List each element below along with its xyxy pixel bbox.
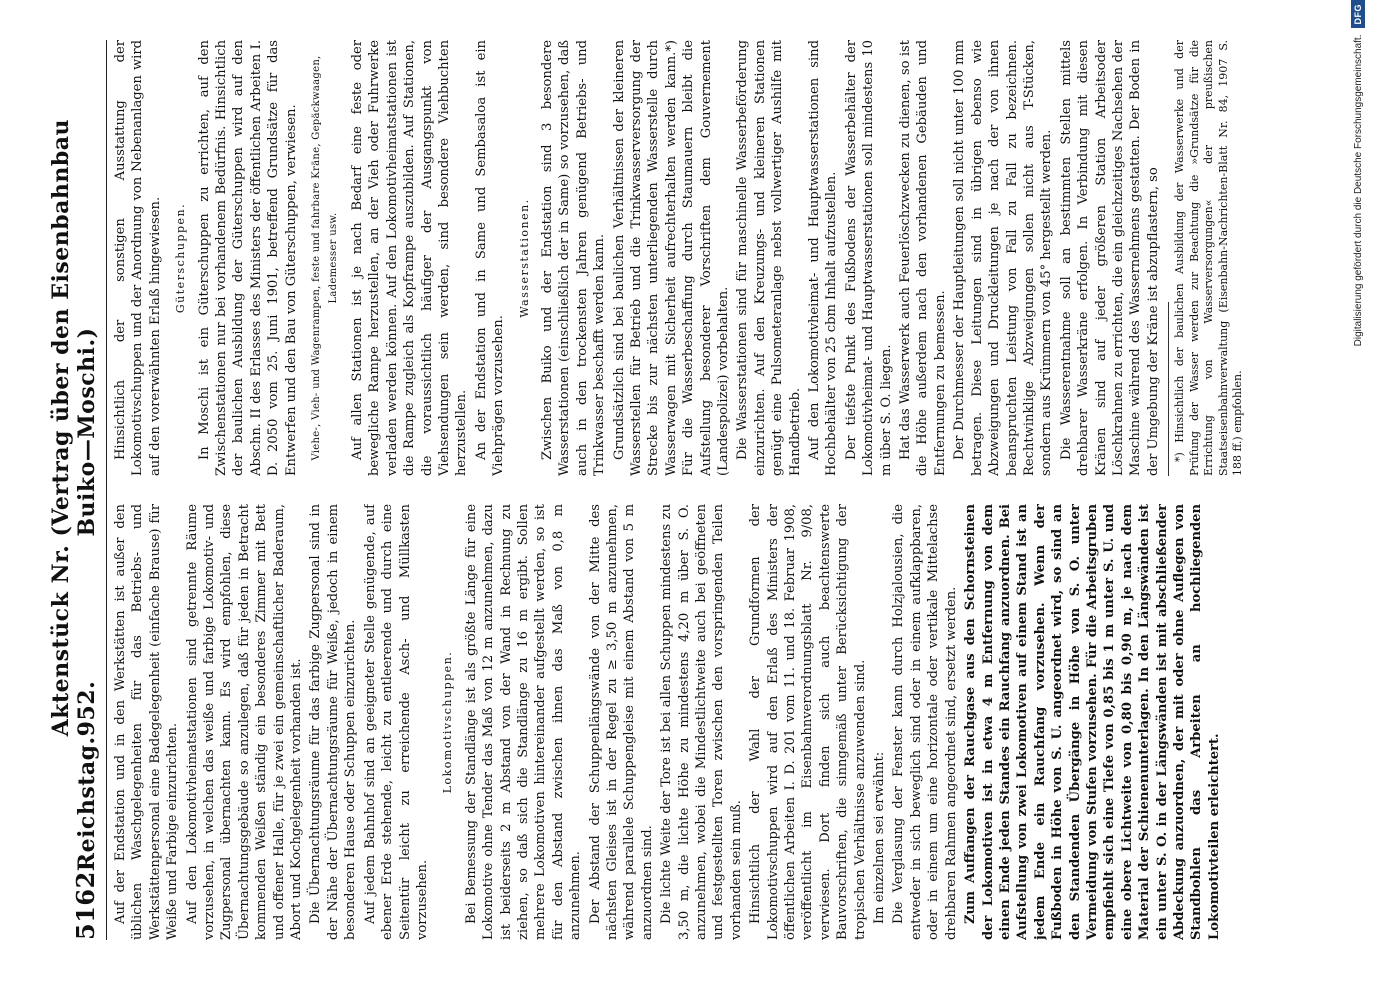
- section-heading: Wasserstationen.: [517, 198, 531, 318]
- paragraph: Auf den Lokomotivheimat- und Hauptwasserstationen sind Hochbehälter von 25 cbm Inhalt aufzustellen.: [807, 40, 840, 476]
- paragraph: Die Übernachtungsräume für das farbige Zugpersonal sind in der Nähe der Übernachtungsräume für Weiße, jedoch in einem besonderen Hause oder Schuppen einzurichten.: [308, 504, 359, 940]
- section-heading: Güterschuppen.: [174, 202, 188, 314]
- paragraph: Auf der Endstation und in den Werkstätten ist außer den üblichen Waschgelegenheiten für das Betriebs- und Werkstättenpersonal eine Badegelegenheit (einfache Brause) für Weiße und Farbige einzurichten.: [113, 504, 181, 940]
- header-center-title: Aktenstück Nr. 952.: [48, 544, 100, 737]
- paragraph: Zum Auffangen der Rauchgase aus den Schornsteinen der Lokomotiven ist in etwa 4 m Entfernung von dem einen Ende jeden Standes ein Rauchfang anzuordnen. Bei Aufstellung von zwei Lokomotiven auf einem Stand ist an jedem Ende ein Rauchfang vorzusehen. Wenn der Fußboden in Höhe von S. U. angeordnet wird, so sind an den Standenden Übergänge in Höhe von S. O. unter Vermeidung von Stufen vorzusehen. Für die Arbeitsgruben empfiehlt sich eine Tiefe von 0,85 bis 1 m unter S. U. und eine obere Lichtweite von 0,80 bis 0,90 m, je nach dem Material der Schienenunterlagen. In den Längswänden ist ein unter S. O. in der Längswänden ist mit abschließender Abdeckung anzuordnen, der mit oder ohne Auflegen von Standbohlen das Arbeiten an hochliegenden Lokomotivteilen erleichtert.: [963, 504, 1222, 940]
- section-heading: Lokomotivschuppen.: [441, 650, 455, 794]
- paragraph: Der Abstand der Schuppenlängswände von der Mitte des nächsten Gleises ist in der Regel zu ≥ 3,50 m anzunehmen, während parallele Schuppengleise mit einem Abstand von 5 m anzuordnen sind.: [587, 504, 655, 940]
- paragraph: Die Wasserstationen sind für maschinelle Wasserbeförderung einzurichten. Auf den Kreuzungs- und kleineren Stationen genügt eine Pulsometeranlage nebst vollwertiger Aushilfe mit Handbetrieb.: [735, 40, 803, 476]
- paragraph: Die Wasserentnahme soll an bestimmten Stellen mittels drehbarer Wasserkräne erfolgen. In Verbindung mit diesen Kränen sind auf jeder größeren Station Arbeitsoder Löschkrahnen zu errichten, die ein gleichzeitiges Nachsehen der Maschine während des Wassernehmens gestatten. Der Boden in der Umgebung der Kräne ist abzupflastern, so: [1058, 40, 1161, 476]
- paragraph: Zwischen Buiko und der Endstation sind 3 besondere Wasserstationen (einschließlich der in Same) so vorzusehen, daß auch in den trockensten Jahren genügend Betriebs- und Trinkwasser beschafft werden kann.: [539, 40, 608, 476]
- page-number: 5162: [71, 871, 100, 940]
- section-heading: Viehe-, Vieh- und Wagenrampen, feste und fahrbare Kräne, Gepäckwaagen, Lademesser usw.: [311, 55, 340, 461]
- paragraph: Hat das Wasserwerk auch Feuerlöschzwecken zu dienen, so ist die Höhe außerdem nach den vorhandenen Gebäuden und Entfernungen zu bemessen.: [898, 40, 948, 476]
- paragraph: Bei Bemessung der Standlänge ist als größte Länge für eine Lokomotive ohne Tender das Maß von 12 m anzunehmen, dazu ist beiderseits 2 m Abstand von der Wand in Rechnung zu ziehen, so daß sich die Standlänge zu 16 m ergibt. Sollen mehrere Lokomotiven hintereinander aufgestellt werden, so ist für den Abstand zwischen ihnen das Maß von 0,8 m anzunehmen.: [463, 504, 584, 940]
- paragraph: Hinsichtlich der sonstigen Ausstattung der Lokomotivschuppen und der Anordnung von Nebenanlagen wird auf den vorerwähnten Erlaß hingewiesen.: [113, 40, 163, 476]
- credit-text: Digitalisierung gefördert durch die Deutsche Forschungsgemeinschaft.: [1352, 34, 1364, 347]
- page-header: [48, 40, 107, 940]
- paragraph: Hinsichtlich der Wahl der Grundformen der Lokomotivschuppen wird auf den Erlaß des Ministers der öffentlichen Arbeiten I. D. 201 vom 11. und 18. Februar 1908, veröffentlicht im Eisenbahnverordnungsblatt Nr. 9/08, verwiesen. Dort finden sich auch beachtenswerte Bauvorschriften, die sinngemäß unter Berücksichtigung der tropischen Verhältnisse anzuwenden sind.: [748, 504, 868, 940]
- paragraph: Die Verglasung der Fenster kann durch Holzjalousien, die entweder in sich beweglich sind oder in einem aufklappbaren, oder in einem um eine horizontale oder vertikale Mittelachse drehbaren Rahmen angeordnet sind, ersetzt werden.: [891, 504, 959, 940]
- paragraph: Der Durchmesser der Hauptleitungen soll nicht unter 100 mm betragen. Diese Leitungen sind in übrigen ebenso wie Abzweigungen und Druckleitungen je nach der von ihnen beanspruchten Leistung von Fall zu Fall zu bezeichnen. Rechtwinklige Abzweigungen sollen nicht aus T-Stücken, sondern aus Krümmern von 45° hergestellt werden.: [952, 40, 1055, 476]
- paragraph: Die lichte Weite der Tore ist bei allen Schuppen mindestens zu 3,50 m, die lichte Höhe zu mindestens 4,20 m über S. O. anzunehmen, wobei die Mindestlichtweite auch bei geöffneten und festgestellten Toren zwischen den vorspringenden Teilen vorhanden sein muß.: [659, 504, 744, 940]
- footnote: *) Hinsichtlich der baulichen Ausbildung der Wasserwerke und der Prüfung der Wasser werden zur Beachtung die »Grundsätze für die Errichtung von Wasserversorgungen« der preußischen Staatseisenbahnverwaltung (Eisenbahn-Nachrichten-Blatt Nr. 84, 1907 S. 188 ff.) empfohlen.: [1173, 40, 1245, 476]
- paragraph: Der tiefste Punkt des Fußbodens der Wasserbehälter der Lokomotivheimat- und Hauptwasserstationen soll mindestens 10 m über S. O. liegen.: [843, 40, 894, 476]
- paragraph: Auf allen Stationen ist je nach Bedarf eine feste oder bewegliche Rampe herzustellen, an der Vieh oder Fuhrwerke verladen werden können. Auf den Lokomotivheimatstationen ist die Rampe zugleich als Kopframpe auszubilden. Auf Stationen, die voraussichtlich häufiger der Ausgangspunkt von Viehsendungen sein werden, sind besondere Viehbuchten herzustellen.: [349, 40, 470, 476]
- header-right-title: (Vertrag über den Eisenbahnbau Buiko—Moschi.): [48, 119, 100, 537]
- paragraph: Im einzelnen sei erwähnt:: [872, 751, 888, 924]
- paragraph: Auf den Lokomotivheimatstationen sind getrennte Räume vorzusehen, in welchen das weiße und farbige Lokomotiv- und Zugpersonal übernachten kann. Es wird empfohlen, diese Übernachtungsgebäude so anzulegen, daß für jeden in Betracht kommenden Weißen ständig ein besonderes Zimmer mit Bett und offener Halle, für je zwei ein gemeinschaftlicher Baderaum, Abort und Kochgelegenheit vorhanden ist.: [184, 504, 305, 940]
- paragraph: Grundsätzlich sind bei baulichen Verhältnissen der kleineren Wasserstellen für Betrieb und die Trinkwasserversorgung der Strecke bis zur nächsten unterliegenden Wasserstelle durch Wasserwagen mit Sicherheit aufrechterhalten werden kann.*) Für die Wasserbeschaffung durch Staumauern bleibt die Aufstellung besonderer Vorschriften dem Gouvernement (Landespolizei) vorbehalten.: [611, 40, 731, 476]
- header-left-title: Reichstag.: [74, 736, 100, 872]
- paragraph: An der Endstation und in Same und Sembasaloa ist ein Viehprägen vorzusehen.: [473, 40, 507, 476]
- right-column: [112, 40, 1323, 476]
- paragraph: In Moschi ist ein Güterschuppen zu errichten, auf den Zwischenstationen nur bei vorhandenem Bedürfnis. Hinsichtlich der baulichen Ausbildung der Güterschuppen wird auf den Abschn. II des Erlasses des Ministers der öffentlichen Arbeiten I. D. 2050 vom 25. Juni 1901, betreffend Grundsätze für das Entwerfen und den Bau von Güterschuppen, verwiesen.: [196, 40, 299, 476]
- left-column: [112, 504, 1323, 940]
- footnote-divider: [1168, 302, 1169, 476]
- text-columns: [112, 40, 1323, 940]
- paragraph: Auf jedem Bahnhof sind an geeigneter Stelle genügende, auf ebener Erde stehende, leicht zu entleerende und durch eine Seitentür leicht zu erreichende Asch- und Müllkasten vorzusehen.: [362, 504, 430, 940]
- digitization-credit: [1351, 0, 1365, 1000]
- dfg-logo: DFG: [1351, 0, 1365, 29]
